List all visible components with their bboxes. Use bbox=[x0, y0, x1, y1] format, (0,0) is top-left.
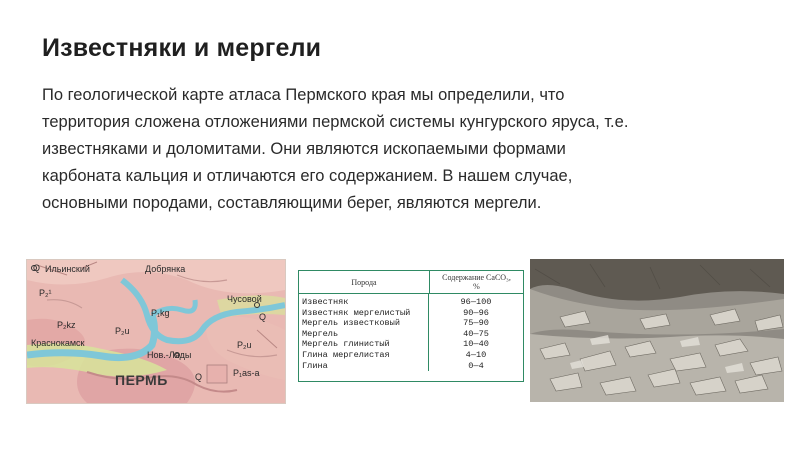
table-row-name: Мергель известковый bbox=[302, 318, 400, 329]
table-header bbox=[299, 271, 523, 294]
map-label-dobryanka: Добрянка bbox=[145, 264, 186, 274]
map-label-chusovoy: Чусовой bbox=[227, 294, 262, 304]
map-label-q: Q bbox=[195, 372, 203, 382]
content-value-column bbox=[429, 294, 523, 371]
paragraph-line: основными породами, составляющими берег, являются мергели. bbox=[42, 194, 542, 212]
table-row-value: 4—10 bbox=[465, 349, 487, 360]
table-row-name: Глина мергелистая bbox=[302, 349, 390, 360]
map-label-p2: P₂¹ bbox=[39, 288, 52, 298]
table-row-value: 75—90 bbox=[463, 318, 489, 329]
header-content-line1: Содержание CaCO₃, bbox=[442, 273, 511, 282]
map-label-krasnokamsk: Краснокамск bbox=[31, 338, 85, 348]
map-label-p1asa: P₁as-a bbox=[233, 368, 260, 378]
slide-title: Известняки и мергели bbox=[42, 34, 322, 62]
table-row-name: Глина bbox=[302, 360, 328, 371]
table-row-name: Известняк мергелистый bbox=[302, 307, 411, 318]
paragraph-line: территория сложена отложениями пермской системы кунгурского яруса, т.е. bbox=[42, 113, 629, 131]
map-label-p2kz: P₂kz bbox=[57, 320, 76, 330]
map-label-p2u: P₂u bbox=[115, 326, 130, 336]
table-row-value: 10—40 bbox=[463, 339, 489, 350]
marl-rocks-photo bbox=[530, 259, 784, 402]
map-label-q: Q bbox=[259, 312, 267, 322]
slide-paragraph bbox=[42, 82, 772, 217]
table-row-name: Мергель глинистый bbox=[302, 339, 390, 350]
caco3-content-table bbox=[298, 270, 524, 382]
map-label-perm: ПЕРМЬ bbox=[115, 372, 168, 388]
map-label-nov-lyady: Нов.-Ляды bbox=[147, 350, 192, 360]
paragraph-line: карбоната кальция и отличаются его содержанием. В нашем случае, bbox=[42, 167, 573, 185]
map-label-ilinsky: Ильинский bbox=[45, 264, 90, 274]
geological-map-image bbox=[26, 259, 286, 404]
table-row-value: 96—100 bbox=[460, 297, 492, 307]
table-row-value: 0—4 bbox=[468, 360, 484, 371]
table-row-name: Мергель bbox=[302, 328, 339, 339]
table-row-value: 40—75 bbox=[463, 328, 489, 339]
paragraph-line: По геологической карте атласа Пермского края мы определили, что bbox=[42, 86, 565, 104]
map-label-q: Q bbox=[33, 263, 41, 273]
table-body bbox=[299, 294, 523, 371]
header-rock: Порода bbox=[299, 271, 430, 293]
header-content bbox=[430, 271, 523, 293]
map-label-p2u: P₂u bbox=[237, 340, 252, 350]
paragraph-line: известняками и доломитами. Они являются ископаемыми формами bbox=[42, 140, 566, 158]
header-content-line2: % bbox=[473, 282, 480, 291]
table-row-value: 90—96 bbox=[463, 307, 489, 318]
table-row-name: Известняк bbox=[302, 297, 349, 307]
rock-name-column bbox=[299, 294, 429, 371]
map-label-p1kg: P₁kg bbox=[151, 308, 170, 318]
